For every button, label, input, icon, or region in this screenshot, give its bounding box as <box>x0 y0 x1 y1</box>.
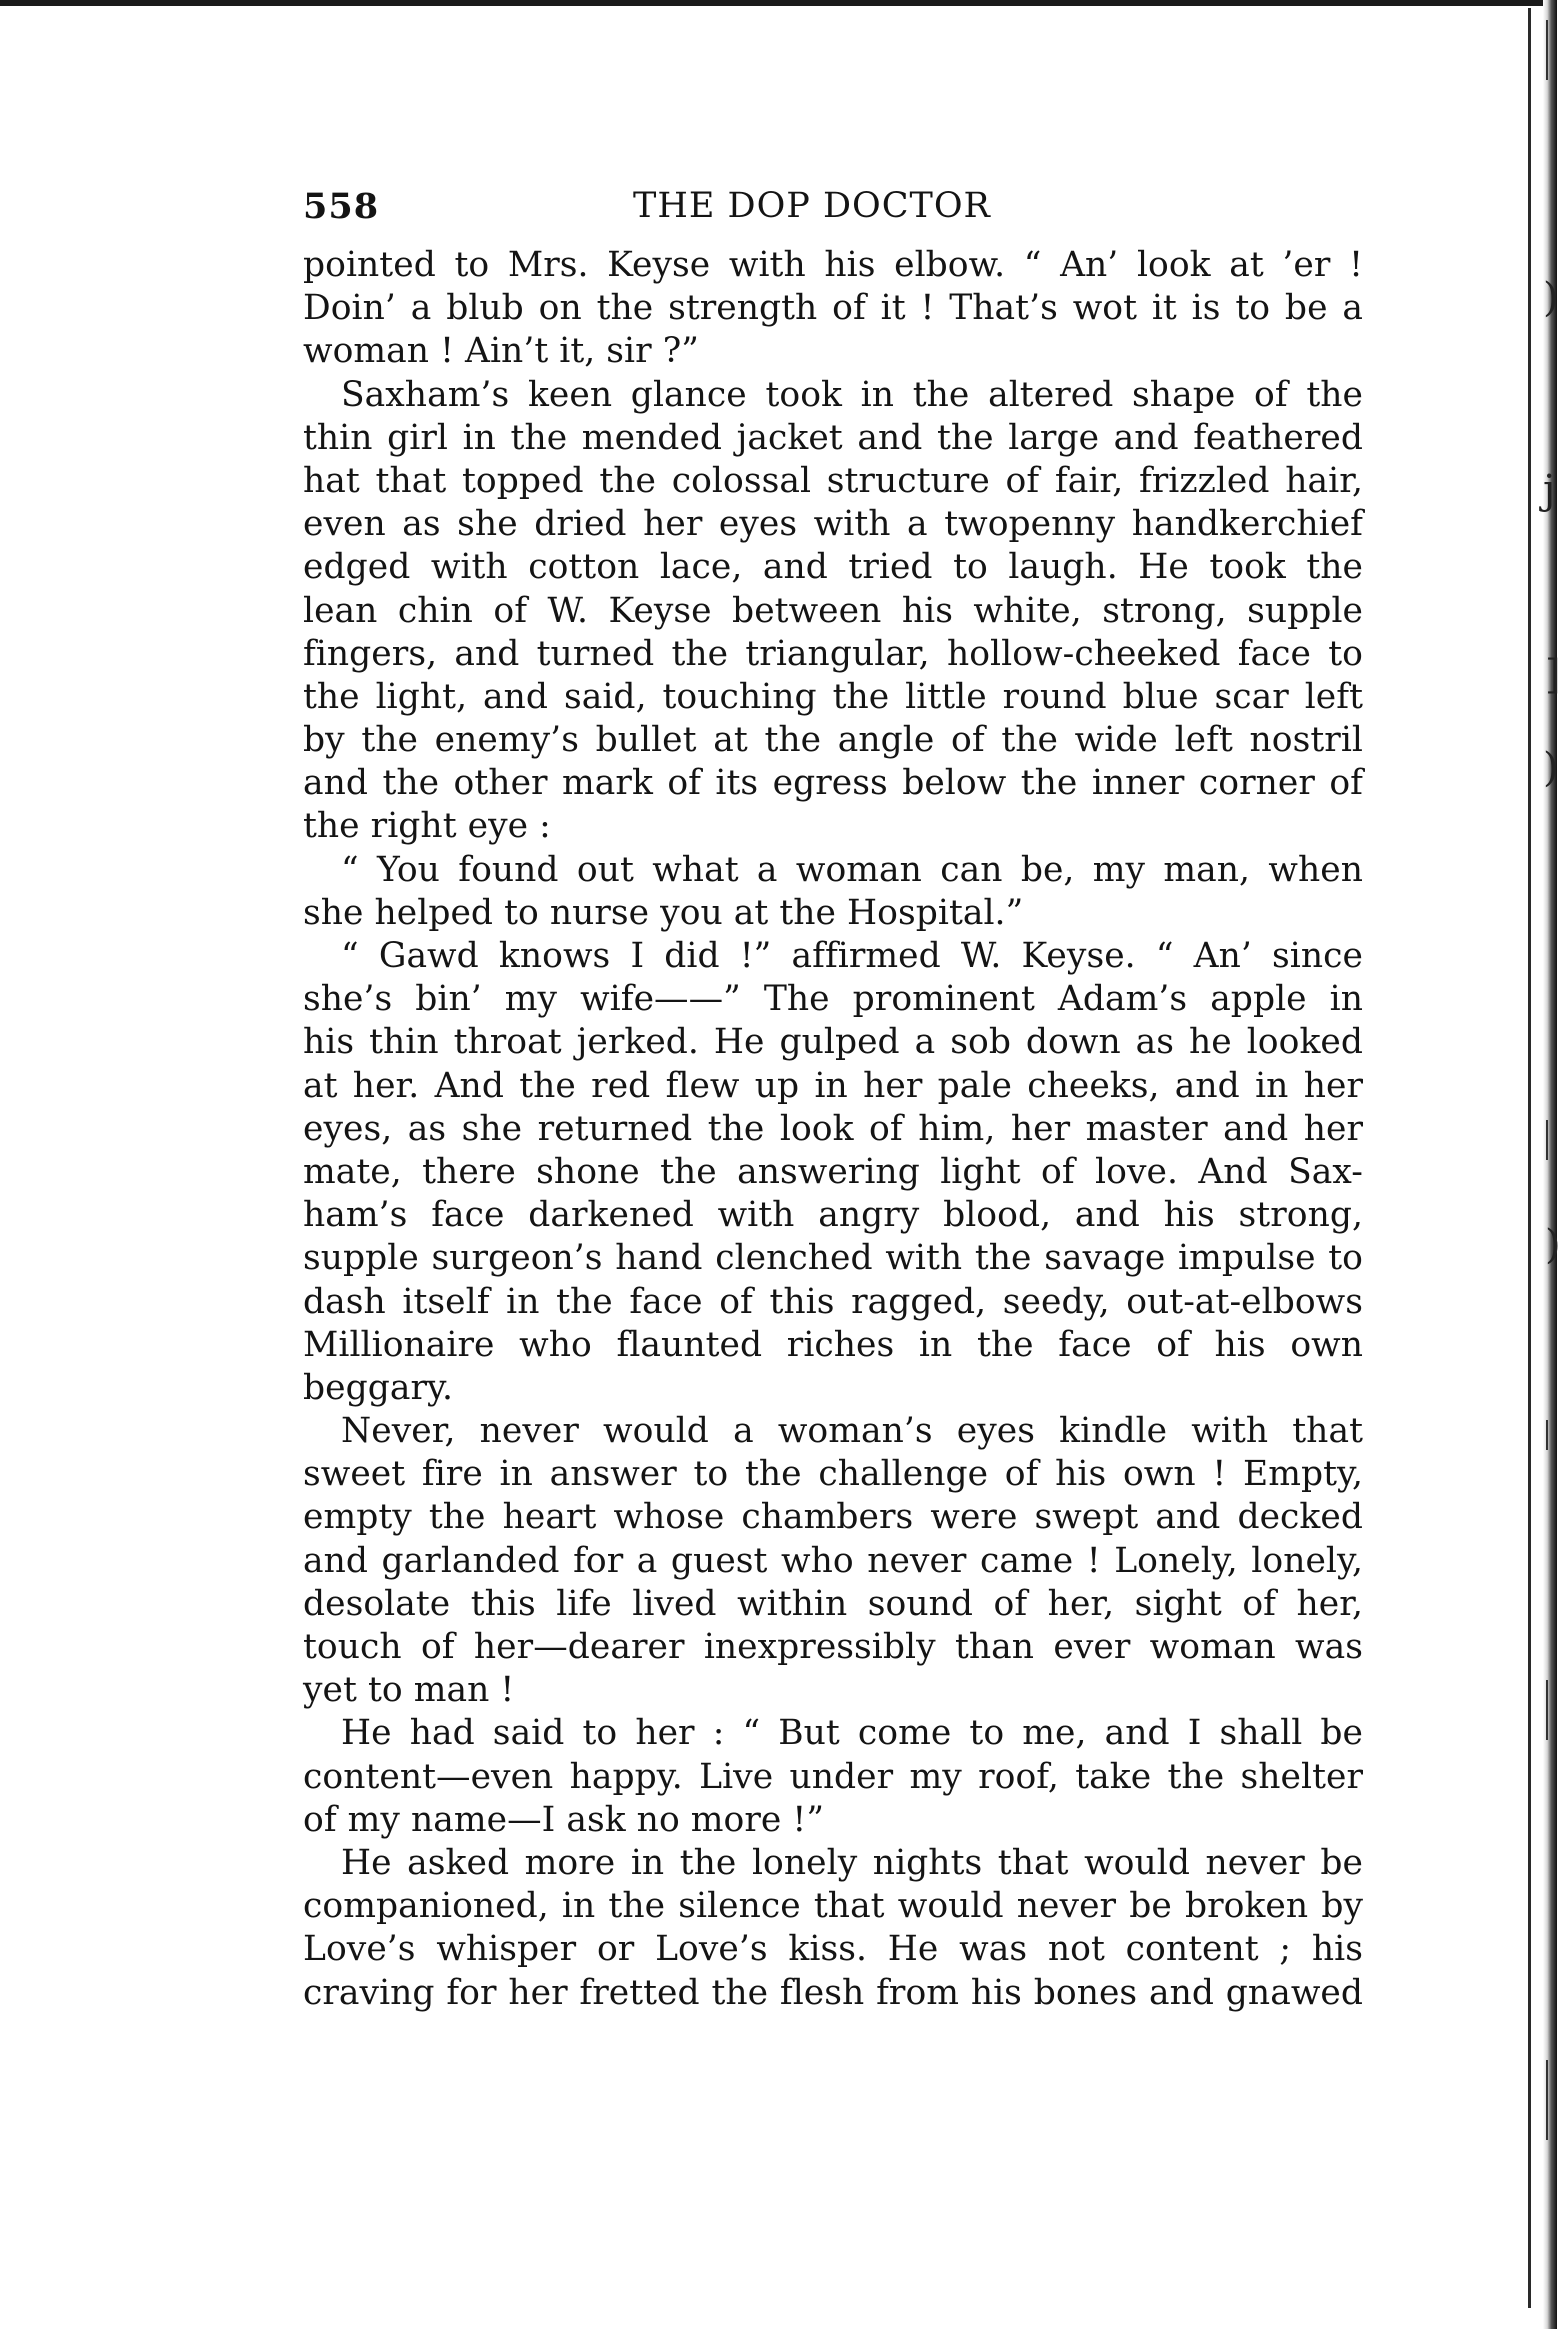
text-line: the right eye : <box>303 806 551 847</box>
text-line: thin girl in the mended jacket and the large and feathered <box>303 417 1363 458</box>
text-line: touch of her—dearer inexpressibly than ever woman was <box>303 1627 1363 1667</box>
text-line: “ Gawd knows I did !” affirmed W. Keyse. “ An’ since <box>341 936 1363 976</box>
text-line: ham’s face darkened with angry blood, and his strong, <box>303 1195 1363 1236</box>
text-line: even as she dried her eyes with a twopenny handkerchief <box>303 504 1363 545</box>
text-line: his thin throat jerked. He gulped a sob down as he looked <box>303 1022 1363 1063</box>
gutter-mark <box>1546 20 1548 80</box>
text-line: Never, never would a woman’s eyes kindle with that <box>341 1411 1363 1452</box>
body-text <box>303 244 1363 2015</box>
gutter-mark <box>1546 1680 1548 1740</box>
text-line: the light, and said, touching the little round blue scar left <box>303 676 1363 717</box>
scan-top-rule <box>0 0 1557 6</box>
text-line: woman ! Ain’t it, sir ?” <box>303 331 699 372</box>
scan-right-edge <box>1543 0 1557 2329</box>
text-line: empty the heart whose chambers were swept and decked <box>303 1497 1363 1538</box>
text-line: and the other mark of its egress below the inner corner of <box>303 763 1363 804</box>
scan-binding-line <box>1528 8 1531 2308</box>
text-line: “ You found out what a woman can be, my man, when <box>341 849 1363 890</box>
text-line: yet to man ! <box>303 1670 515 1711</box>
text-line: lean chin of W. Keyse between his white, strong, supple <box>303 590 1363 631</box>
text-line: and garlanded for a guest who never came ! Lonely, lonely, <box>303 1540 1363 1581</box>
text-line: Doin’ a blub on the strength of it ! That’s wot it is to be a <box>303 288 1363 329</box>
text-line: dash itself in the face of this ragged, seedy, out-at-elbows <box>303 1281 1363 1322</box>
text-line: beggary. <box>303 1367 454 1408</box>
text-line: pointed to Mrs. Keyse with his elbow. “ An’ look at ’er ! <box>303 245 1363 285</box>
margin-tick: ) <box>1545 1222 1561 1268</box>
running-title: THE DOP DOCTOR <box>633 186 991 226</box>
text-line: He had said to her : “ But come to me, and I shall be <box>341 1713 1363 1754</box>
text-line: at her. And the red flew up in her pale cheeks, and in her <box>303 1065 1363 1106</box>
running-head <box>303 186 1363 238</box>
text-line: companioned, in the silence that would never be broken by <box>303 1886 1363 1927</box>
text-line: supple surgeon’s hand clenched with the savage impulse to <box>303 1238 1363 1279</box>
gutter-mark <box>1546 1120 1548 1160</box>
gutter-mark <box>1546 1420 1548 1450</box>
margin-tick: ) <box>1543 745 1559 791</box>
text-line: hat that topped the colossal structure of fair, frizzled hair, <box>303 460 1363 501</box>
text-line: fingers, and turned the triangular, hollow-cheeked face to <box>303 633 1363 674</box>
margin-tick: ] <box>1545 652 1561 698</box>
text-line: of my name—I ask no more !” <box>303 1799 825 1840</box>
text-line: He asked more in the lonely nights that would never be <box>341 1842 1363 1883</box>
text-line: desolate this life lived within sound of her, sight of her, <box>303 1583 1363 1624</box>
text-line: by the enemy’s bullet at the angle of the wide left nostril <box>303 720 1363 761</box>
text-line: content—even happy. Live under my roof, take the shelter <box>303 1756 1363 1797</box>
page-number: 558 <box>303 186 380 227</box>
text-line: Love’s whisper or Love’s kiss. He was not content ; his <box>303 1929 1363 1970</box>
text-line: craving for her fretted the flesh from his bones and gnawed <box>303 1972 1363 2013</box>
text-line: edged with cotton lace, and tried to laugh. He took the <box>303 547 1363 588</box>
gutter-mark <box>1546 2060 1548 2140</box>
book-page <box>303 186 1363 2015</box>
margin-tick: j <box>1543 467 1556 513</box>
text-line: mate, there shone the answering light of love. And Sax- <box>303 1151 1363 1192</box>
text-line: eyes, as she returned the look of him, her master and her <box>303 1108 1363 1149</box>
margin-tick: ) <box>1543 275 1559 321</box>
text-line: she’s bin’ my wife——” The prominent Adam’s apple in <box>303 979 1363 1020</box>
text-line: sweet fire in answer to the challenge of his own ! Empty, <box>303 1454 1363 1495</box>
text-line: Saxham’s keen glance took in the altered shape of the <box>341 374 1363 415</box>
text-line: Millionaire who flaunted riches in the face of his own <box>303 1324 1363 1365</box>
text-line: she helped to nurse you at the Hospital.” <box>303 892 1024 933</box>
